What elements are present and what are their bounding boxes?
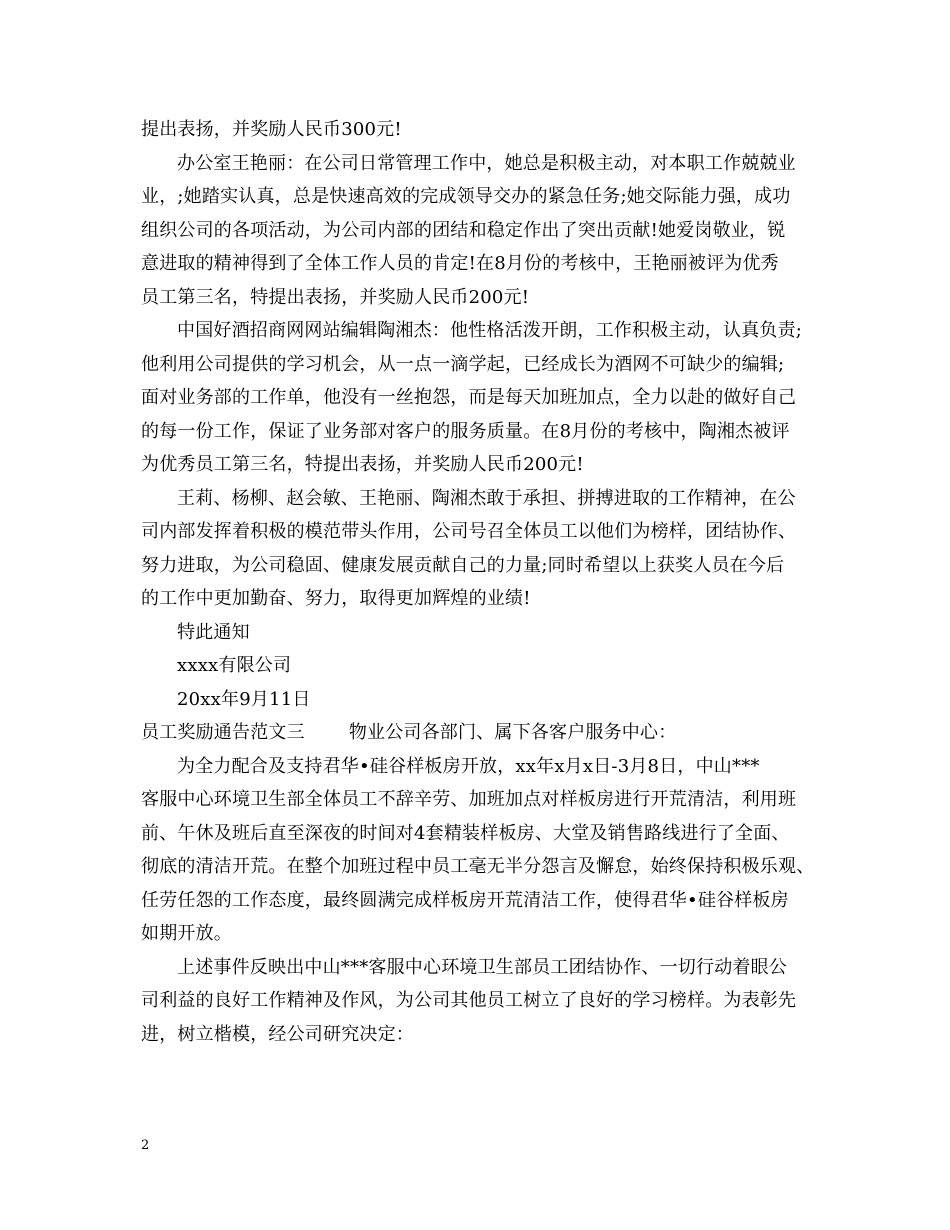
text-line: 面对业务部的工作单，他没有一丝抱怨，而是每天加班加点，全力以赴的做好自己 (141, 387, 797, 408)
text-line: 努力进取，为公司稳固、健康发展贡献自己的力量;同时希望以上获奖人员在今后 (141, 554, 785, 576)
text-line: 意进取的精神得到了全体工作人员的肯定!在8月份的考核中，王艳丽被评为优秀 (141, 253, 779, 274)
text-line: 业，;她踏实认真，总是快速高效的完成领导交办的紧急任务;她交际能力强，成功 (141, 186, 791, 207)
document-body (141, 113, 825, 1051)
text-line: 为全力配合及支持君华•硅谷样板房开放，xx年x月x日-3月8日，中山*** (177, 755, 760, 777)
document-section-2 (141, 750, 825, 1052)
page-number: 2 (141, 1138, 150, 1153)
text-line: 中国好酒招商网网站编辑陶湘杰：他性格活泼开朗，工作积极主动，认真负责; (177, 320, 803, 341)
text-line: 特此通知 (177, 621, 250, 643)
text-line: 进，树立楷模，经公司研究决定： (141, 1023, 414, 1045)
text-line: 王莉、杨柳、赵会敏、王艳丽、陶湘杰敢于承担、拼搏进取的工作精神，在公 (177, 487, 796, 509)
text-line: 20xx年9月11日 (177, 688, 311, 710)
text-line: 前、午休及班后直至深夜的时间对4套精装样板房、大堂及销售路线进行了全面、 (141, 822, 790, 844)
text-line: 提出表扬，并奖励人民币300元! (141, 119, 402, 140)
heading-title: 员工奖励通告范文三 (141, 722, 305, 743)
text-line: 司利益的良好工作精神及作风，为公司其他员工树立了良好的学习榜样。为表彰先 (141, 990, 797, 1011)
text-line: xxxx有限公司 (177, 655, 292, 676)
text-line: 彻底的清洁开荒。在整个加班过程中员工毫无半分怨言及懈怠，始终保持积极乐观、 (141, 856, 815, 877)
text-line: 的每一份工作，保证了业务部对客户的服务质量。在8月份的考核中，陶湘杰被评 (141, 420, 790, 442)
text-line: 如期开放。 (141, 923, 232, 944)
text-line: 办公室王艳丽：在公司日常管理工作中，她总是积极主动，对本职工作兢兢业 (177, 152, 796, 174)
section-heading (141, 716, 825, 750)
document-section-1 (141, 113, 825, 716)
heading-recipients: 物业公司各部门、属下各客户服务中心： (348, 722, 677, 743)
text-line: 任劳任怨的工作态度，最终圆满完成样板房开荒清洁工作，使得君华•硅谷样板房 (141, 889, 789, 911)
text-line: 组织公司的各项活动，为公司内部的团结和稳定作出了突出贡献!她爱岗敬业，锐 (141, 219, 786, 241)
text-line: 的工作中更加勤奋、努力，取得更加辉煌的业绩! (141, 588, 531, 609)
text-line: 为优秀员工第三名，特提出表扬，并奖励人民币200元! (141, 454, 584, 475)
text-line: 上述事件反映出中山***客服中心环境卫生部员工团结协作、一切行动着眼公 (177, 956, 787, 978)
text-line: 他利用公司提供的学习机会，从一点一滴学起，已经成长为酒网不可缺少的编辑; (141, 353, 785, 375)
text-line: 客服中心环境卫生部全体员工不辞辛劳、加班加点对样板房进行开荒清洁，利用班 (141, 789, 797, 810)
text-line: 员工第三名，特提出表扬，并奖励人民币200元! (141, 286, 530, 308)
text-line: 司内部发挥着积极的模范带头作用，公司号召全体员工以他们为榜样，团结协作、 (141, 521, 797, 542)
